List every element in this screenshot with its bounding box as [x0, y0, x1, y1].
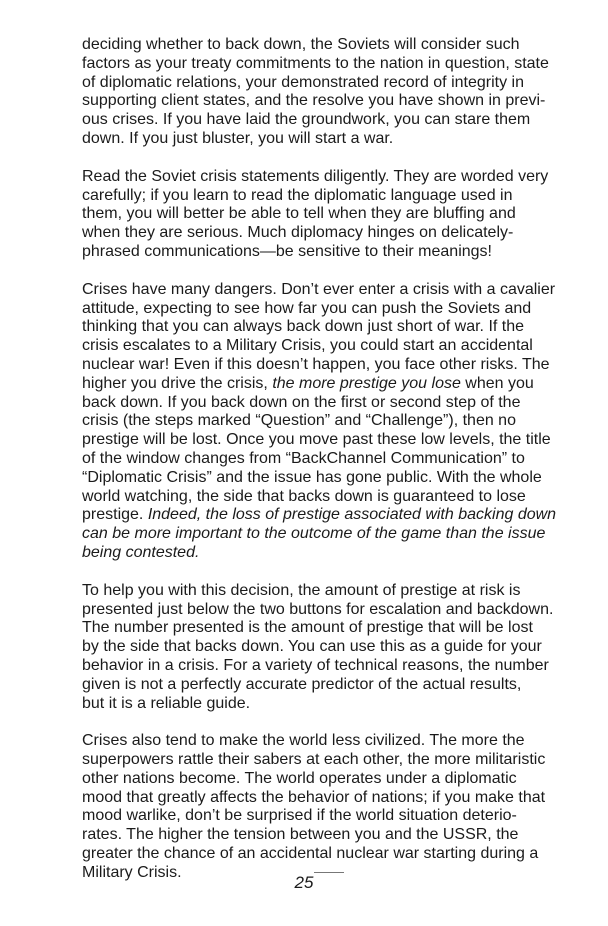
text-line — [82, 205, 582, 224]
text-line — [82, 130, 582, 149]
text-run: supporting client states, and the resolve you have shown in previ- — [82, 92, 546, 110]
paragraph — [82, 732, 582, 882]
text-line — [82, 469, 582, 488]
text-line — [82, 337, 582, 356]
text-line — [82, 695, 582, 714]
paragraph — [82, 281, 582, 563]
text-line — [82, 92, 582, 111]
text-run: down. If you just bluster, you will start a war. — [82, 129, 394, 147]
text-line — [82, 638, 582, 657]
text-line — [82, 488, 582, 507]
italic-text: Indeed, the loss of prestige associated with backing down — [147, 506, 557, 524]
text-run: crisis (the steps marked “Question” and “Challenge”), then no — [82, 412, 516, 430]
page-number: 25 — [294, 873, 314, 892]
paragraph — [82, 36, 582, 149]
italic-text: the more prestige you lose — [272, 374, 461, 392]
text-run: superpowers rattle their sabers at each other, the more militaristic — [82, 751, 546, 769]
text-line — [82, 412, 582, 431]
text-line — [82, 619, 582, 638]
text-run: prestige. — [82, 506, 148, 524]
text-line — [82, 243, 582, 262]
text-run: when they are serious. Much diplomacy hinges on delicately- — [82, 224, 514, 242]
text-run: other nations become. The world operates under a diplomatic — [82, 769, 517, 787]
text-run: To help you with this decision, the amount of prestige at risk is — [82, 581, 521, 599]
text-run: back down. If you back down on the first or second step of the — [82, 393, 521, 411]
text-line — [82, 187, 582, 206]
text-run: behavior in a crisis. For a variety of technical reasons, the number — [82, 656, 549, 674]
text-line — [82, 676, 582, 695]
text-line — [82, 544, 582, 563]
text-run: Military Crisis. — [82, 863, 182, 881]
text-line — [82, 318, 582, 337]
text-line — [82, 770, 582, 789]
text-line — [82, 807, 582, 826]
text-run: greater the chance of an accidental nuclear war starting during a — [82, 845, 539, 863]
text-line — [82, 431, 582, 450]
text-line — [82, 300, 582, 319]
paragraph — [82, 168, 582, 262]
italic-text: being contested. — [82, 543, 200, 561]
text-run: world watching, the side that backs down is guaranteed to lose — [82, 487, 526, 505]
text-run: mood warlike, don’t be surprised if the world situation deterio- — [82, 807, 517, 825]
text-run: but it is a reliable guide. — [82, 694, 251, 712]
text-line — [82, 356, 582, 375]
text-line — [82, 751, 582, 770]
text-run: presented just below the two buttons for escalation and backdown. — [82, 600, 554, 618]
text-run: mood that greatly affects the behavior of nations; if you make that — [82, 788, 546, 806]
text-run: crisis escalates to a Military Crisis, you could start an accidental — [82, 337, 533, 355]
text-run: of diplomatic relations, your demonstrated record of integrity in — [82, 73, 524, 91]
text-line — [82, 845, 582, 864]
text-line — [82, 601, 582, 620]
text-line — [82, 281, 582, 300]
text-line — [82, 375, 582, 394]
text-run: nuclear war! Even if this doesn’t happen, you face other risks. The — [82, 355, 550, 373]
text-line — [82, 224, 582, 243]
text-run: Read the Soviet crisis statements diligently. They are worded very — [82, 167, 549, 185]
text-run: “Diplomatic Crisis” and the issue has gone public. With the whole — [82, 468, 542, 486]
text-run: by the side that backs down. You can use this as a guide for your — [82, 638, 542, 656]
text-run: given is not a perfectly accurate predictor of the actual results, — [82, 675, 522, 693]
text-run: carefully; if you learn to read the diplomatic language used in — [82, 186, 513, 204]
text-run: Crises also tend to make the world less civilized. The more the — [82, 732, 525, 750]
text-run: phrased communications—be sensitive to their meanings! — [82, 242, 492, 260]
text-line — [82, 74, 582, 93]
paragraph — [82, 582, 582, 714]
text-line — [82, 506, 582, 525]
text-run: thinking that you can always back down just short of war. If the — [82, 318, 525, 336]
text-line — [82, 55, 582, 74]
text-run: attitude, expecting to see how far you can push the Soviets and — [82, 299, 532, 317]
text-run: when you — [460, 374, 534, 392]
text-run: deciding whether to back down, the Soviets will consider such — [82, 36, 520, 53]
text-line — [82, 826, 582, 845]
page-body — [82, 36, 582, 902]
italic-text: can be more important to the outcome of the game than the issue — [82, 525, 546, 543]
text-run: higher you drive the crisis, — [82, 374, 273, 392]
text-run: Crises have many dangers. Don’t ever enter a crisis with a cavalier — [82, 280, 556, 298]
text-run: The number presented is the amount of prestige that will be lost — [82, 619, 533, 637]
text-line — [82, 168, 582, 187]
text-line — [82, 582, 582, 601]
text-run: rates. The higher the tension between you and the USSR, the — [82, 826, 519, 844]
text-run: ous crises. If you have laid the groundwork, you can stare them — [82, 111, 531, 129]
text-line — [82, 394, 582, 413]
text-line — [82, 450, 582, 469]
text-line — [82, 111, 582, 130]
text-run: of the window changes from “BackChannel Communication” to — [82, 449, 525, 467]
text-line — [82, 36, 582, 55]
text-line — [82, 525, 582, 544]
text-run: factors as your treaty commitments to the nation in question, state — [82, 54, 549, 72]
text-line — [82, 657, 582, 676]
text-run: prestige will be lost. Once you move past these low levels, the title — [82, 431, 551, 449]
text-line — [82, 789, 582, 808]
text-line — [82, 732, 582, 751]
text-run: them, you will better be able to tell when they are bluffing and — [82, 205, 516, 223]
